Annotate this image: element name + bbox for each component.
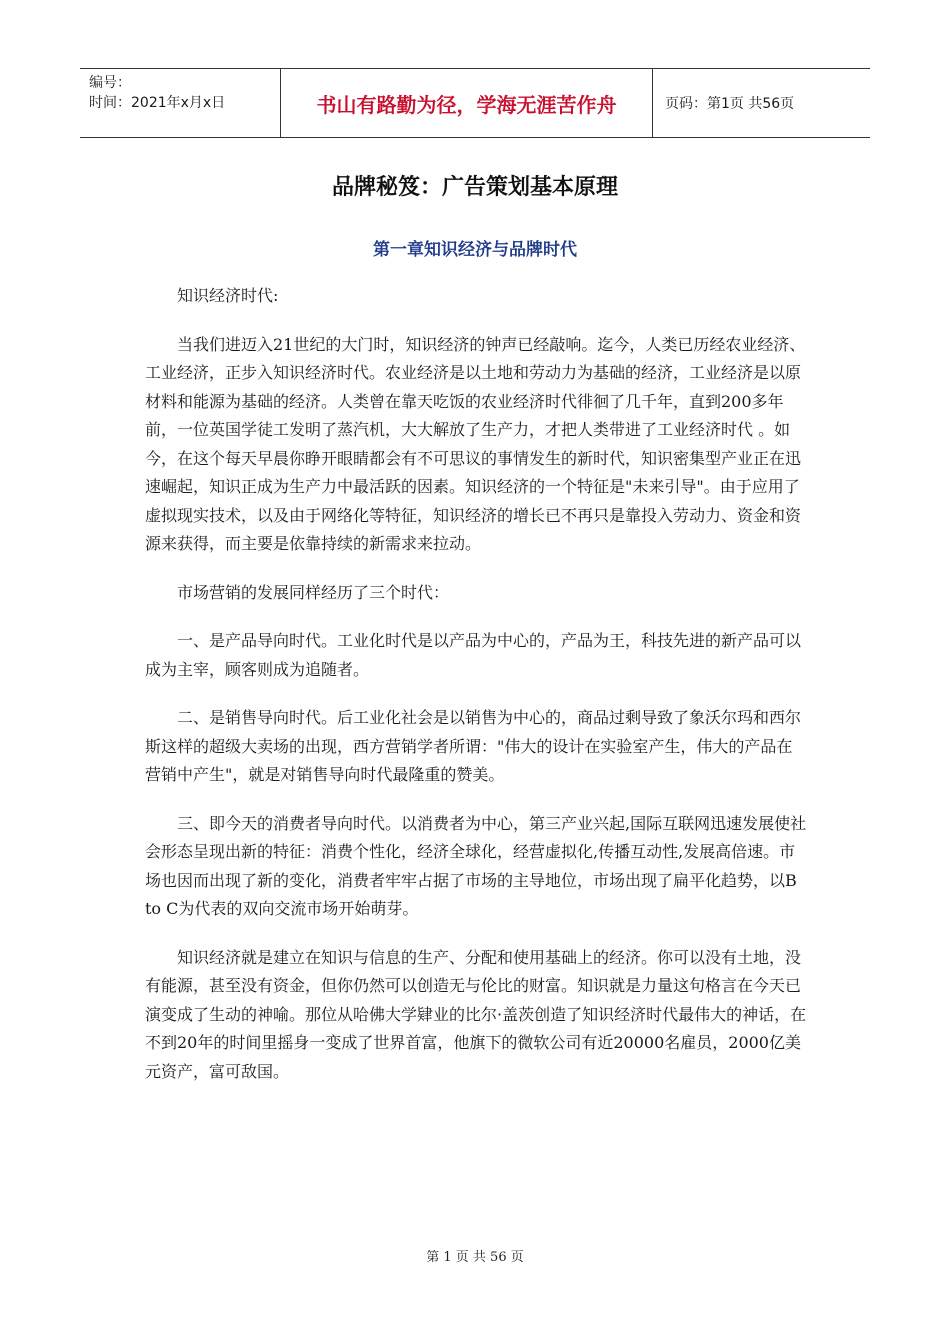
- document-body: [145, 282, 807, 1106]
- chapter-heading: 第一章知识经济与品牌时代: [373, 240, 577, 260]
- page-header: [80, 68, 870, 138]
- paragraph: 当我们进迈入21世纪的大门时，知识经济的钟声已经敲响。迄今，人类已历经农业经济、工业经济，正步入知识经济时代。农业经济是以土地和劳动力为基础的经济，工业经济是以原材料和能源为基础的经济。人类曾在靠天吃饭的农业经济时代徘徊了几千年，直到200多年前，一位英国学徒工发明了蒸汽机，大大解放了生产力，才把人类带进了工业经济时代 。如今，在这个每天早晨你睁开眼睛都会有不可思议的事情发生的新时代，知识密集型产业正在迅速崛起，知识正成为生产力中最活跃的因素。知识经济的一个特征是"未来引导"。由于应用了虚拟现实技术，以及由于网络化等特征，知识经济的增长已不再只是靠投入劳动力、资金和资源来获得，而主要是依靠持续的新需求来拉动。: [145, 334, 806, 553]
- paragraph: 知识经济就是建立在知识与信息的生产、分配和使用基础上的经济。你可以没有土地，没有能源，甚至没有资金，但你仍然可以创造无与伦比的财富。知识就是力量这句格言在今天已演变成了生动的神喻。那位从哈佛大学肄业的比尔·盖茨创造了知识经济时代最伟大的神话，在不到20年的时间里摇身一变成了世界首富，他旗下的微软公司有近20000名雇员，2000亿美元资产，富可敌国。: [145, 947, 807, 1081]
- header-page-info: 页码：第1页 共56页: [665, 96, 795, 112]
- serial-label: 编号：: [89, 75, 131, 91]
- header-meta: [80, 69, 281, 137]
- paragraph: 市场营销的发展同样经历了三个时代：: [177, 582, 450, 602]
- paragraph: 二、是销售导向时代。后工业化社会是以销售为中心的，商品过剩导致了象沃尔玛和西尔斯这样的超级大卖场的出现，西方营销学者所谓："伟大的设计在实验室产生，伟大的产品在营销中产生"，就是对销售导向时代最隆重的赞美。: [145, 708, 802, 784]
- page-footer: 第 1 页 共 56 页: [426, 1250, 524, 1265]
- header-motto: 书山有路勤为径，学海无涯苦作舟: [281, 69, 653, 137]
- paragraph: 知识经济时代:: [177, 286, 279, 305]
- document-title: 品牌秘笈：广告策划基本原理: [331, 175, 618, 200]
- paragraph: 一、是产品导向时代。工业化时代是以产品为中心的，产品为王，科技先进的新产品可以成为主宰，顾客则成为追随者。: [145, 631, 802, 679]
- paragraph: 三、即今天的消费者导向时代。以消费者为中心，第三产业兴起,国际互联网迅速发展使社会形态呈现出新的特征：消费个性化，经济全球化，经营虚拟化,传播互动性,发展高倍速。市场也因而出现了新的变化，消费者牢牢占据了市场的主导地位，市场出现了扁平化趋势，以B to C为代表的双向交流市场开始萌芽。: [145, 813, 807, 918]
- time-label: 时间：2021年x月x日: [89, 95, 226, 111]
